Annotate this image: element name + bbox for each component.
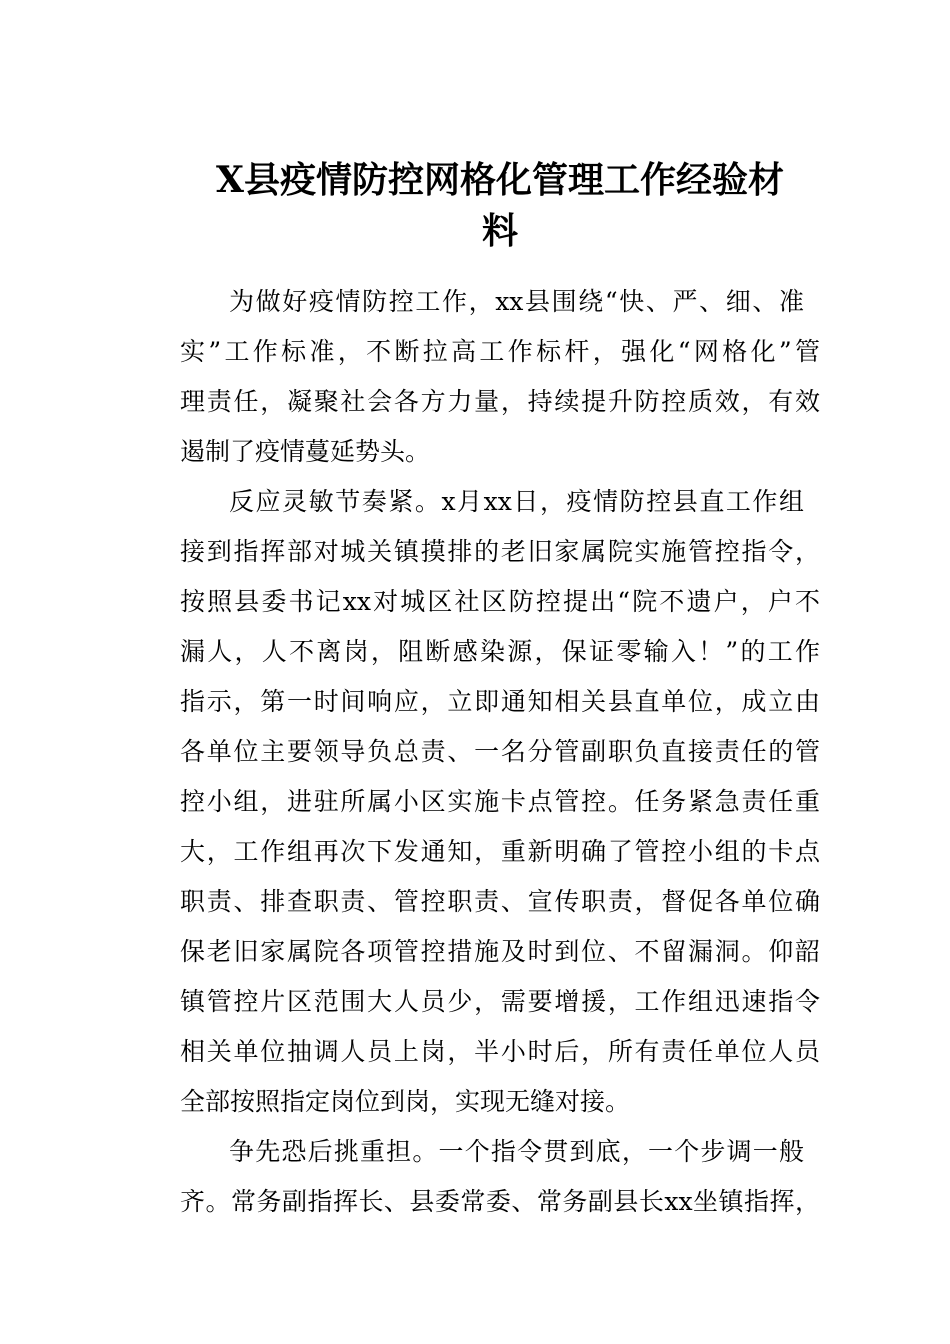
text-line: 相关单位抽调人员上岗，半小时后，所有责任单位人员 [180, 1037, 820, 1066]
text-line: 接到指挥部对城关镇摸排的老旧家属院实施管控指令， [180, 537, 820, 566]
text-line: 漏人，人不离岗，阻断感染源，保证零输入！”的工作 [180, 637, 820, 666]
document-title-line-2: 料 [481, 210, 518, 252]
text-line: 保老旧家属院各项管控措施及时到位、不留漏洞。仰韶 [180, 937, 820, 966]
text-line: 职责、排查职责、管控职责、宣传职责，督促各单位确 [180, 887, 820, 916]
text-line: 反应灵敏节奏紧。x月xx日，疫情防控县直工作组 [229, 487, 804, 516]
text-line: 控小组，进驻所属小区实施卡点管控。任务紧急责任重 [180, 787, 820, 816]
text-line: 实”工作标准，不断拉高工作标杆，强化“网格化”管 [180, 337, 820, 366]
text-line: 齐。常务副指挥长、县委常委、常务副县长xx坐镇指挥， [180, 1187, 820, 1216]
text-line: 镇管控片区范围大人员少，需要增援，工作组迅速指令 [180, 987, 820, 1016]
text-line: 理责任，凝聚社会各方力量，持续提升防控质效，有效 [180, 387, 820, 416]
text-line: 为做好疫情防控工作，xx县围绕“快、严、细、准 [229, 287, 804, 316]
text-line: 指示，第一时间响应，立即通知相关县直单位，成立由 [180, 687, 820, 716]
document-title-line-1: X县疫情防控网格化管理工作经验材 [216, 159, 784, 201]
text-line: 大，工作组再次下发通知，重新明确了管控小组的卡点 [180, 837, 820, 866]
text-line: 各单位主要领导负总责、一名分管副职负直接责任的管 [180, 737, 820, 766]
text-line: 遏制了疫情蔓延势头。 [180, 437, 431, 466]
text-line: 全部按照指定岗位到岗，实现无缝对接。 [180, 1087, 631, 1116]
text-line: 争先恐后挑重担。一个指令贯到底，一个步调一般 [229, 1137, 804, 1166]
text-line: 按照县委书记xx对城区社区防控提出“院不遗户，户不 [180, 587, 820, 616]
